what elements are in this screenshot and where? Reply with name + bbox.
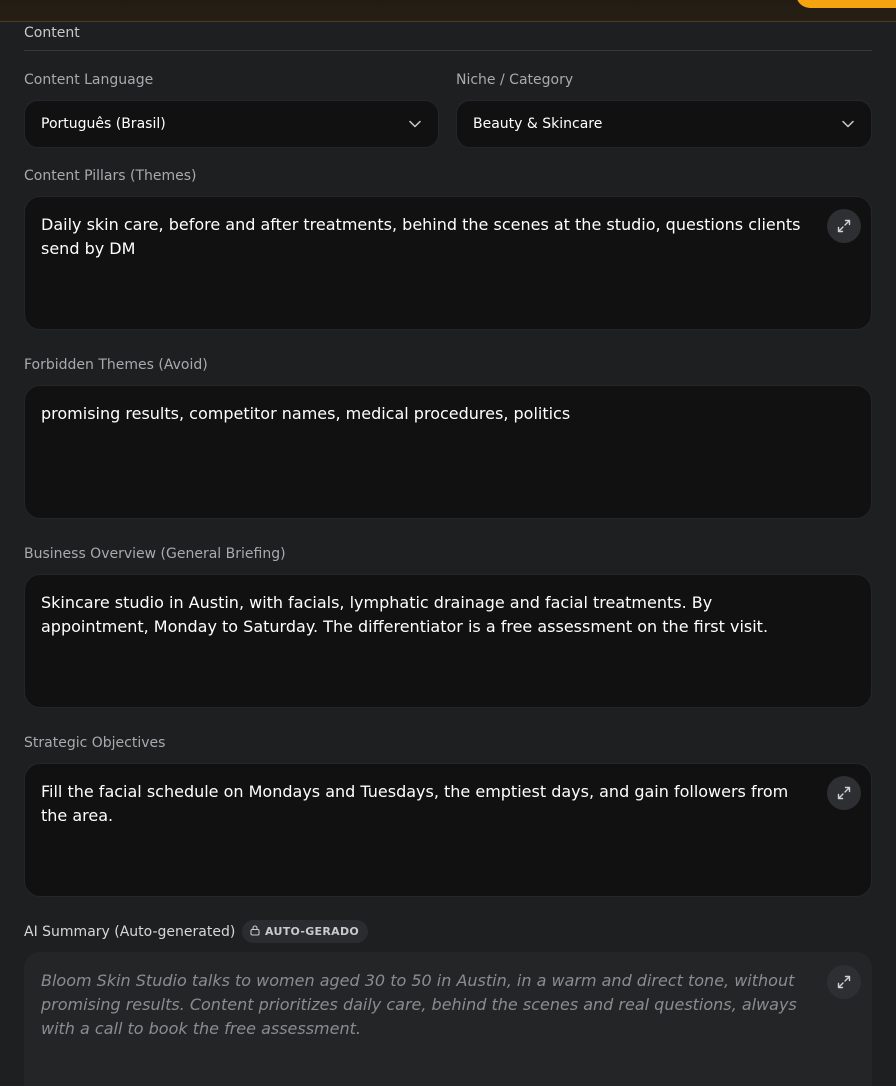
- niche-value: Beauty & Skincare: [473, 116, 603, 132]
- niche-label: Niche / Category: [456, 72, 574, 88]
- auto-generated-badge-text: AUTO-GERADO: [265, 925, 360, 938]
- expand-icon[interactable]: [827, 965, 861, 999]
- chevron-down-icon: [841, 117, 855, 131]
- ai-summary-label: AI Summary (Auto-generated): [24, 924, 236, 940]
- primary-action-button[interactable]: [796, 0, 896, 8]
- chevron-down-icon: [408, 117, 422, 131]
- auto-generated-badge: [242, 920, 368, 943]
- content-language-label: Content Language: [24, 72, 154, 88]
- forbidden-themes-textarea[interactable]: [24, 385, 872, 519]
- strategic-objectives-text: Fill the facial schedule on Mondays and Tuesdays, the emptiest days, and gain followers from the area.: [41, 782, 789, 825]
- content-language-value: Português (Brasil): [41, 116, 166, 132]
- ai-summary-textarea[interactable]: [24, 952, 872, 1086]
- forbidden-themes-text: promising results, competitor names, medical procedures, politics: [41, 404, 571, 423]
- section-divider: [24, 50, 872, 51]
- ai-summary-text: Bloom Skin Studio talks to women aged 30 to 50 in Austin, in a warm and direct tone, without promising results. Content prioritizes daily care, behind the scenes and real questions, always with a call to book the free assessment.: [41, 971, 797, 1038]
- content-pillars-text: Daily skin care, before and after treatments, behind the scenes at the studio, questions clients send by DM: [41, 215, 801, 258]
- top-bar: [0, 0, 896, 22]
- business-overview-label: Business Overview (General Briefing): [24, 546, 286, 562]
- expand-icon[interactable]: [827, 209, 861, 243]
- content-pillars-label: Content Pillars (Themes): [24, 168, 197, 184]
- section-title: Content: [24, 25, 80, 41]
- forbidden-themes-label: Forbidden Themes (Avoid): [24, 357, 208, 373]
- content-language-select[interactable]: [24, 100, 439, 148]
- lock-icon: [250, 925, 260, 939]
- niche-select[interactable]: [456, 100, 872, 148]
- strategic-objectives-label: Strategic Objectives: [24, 735, 166, 751]
- expand-icon[interactable]: [827, 776, 861, 810]
- content-pillars-textarea[interactable]: [24, 196, 872, 330]
- business-overview-text: Skincare studio in Austin, with facials, lymphatic drainage and facial treatments. By appointment, Monday to Saturday. The differentiator is a free assessment on the first visit.: [41, 593, 769, 636]
- strategic-objectives-textarea[interactable]: [24, 763, 872, 897]
- business-overview-textarea[interactable]: [24, 574, 872, 708]
